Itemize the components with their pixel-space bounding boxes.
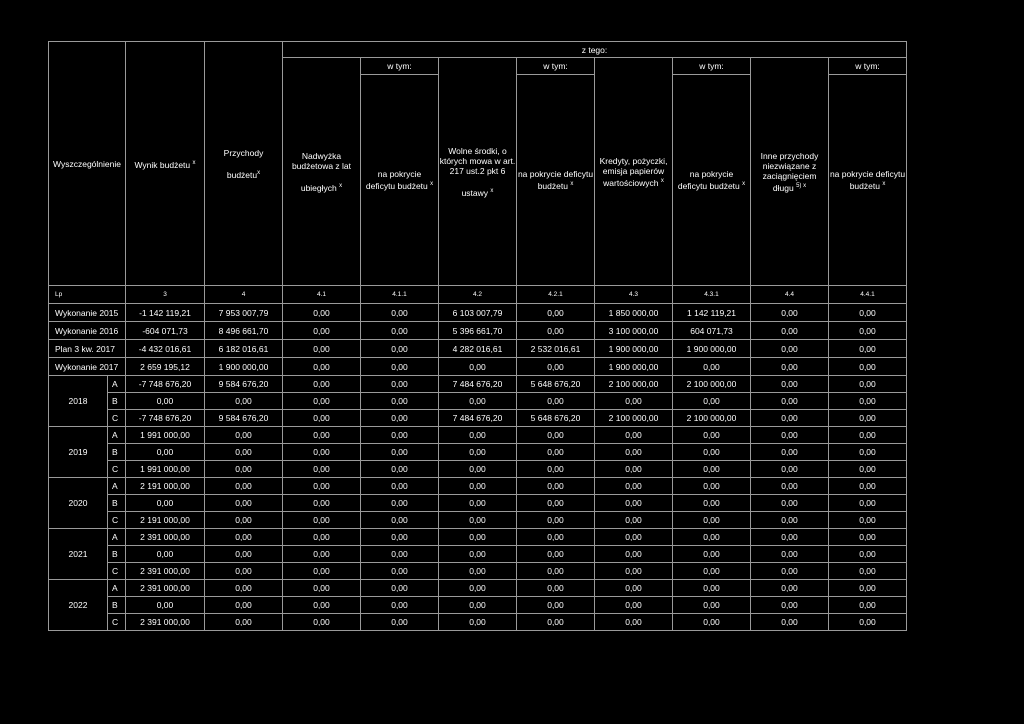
variant-code: B (108, 597, 126, 614)
table-cell: 0,00 (595, 546, 673, 563)
header-nadwyzka: Nadwyżka budżetowa z lat ubiegłych $^x$ (283, 58, 361, 286)
table-cell: 0,00 (829, 393, 907, 410)
column-number: 4.3.1 (673, 286, 751, 304)
table-cell: 0,00 (517, 597, 595, 614)
table-cell: 0,00 (751, 393, 829, 410)
table-cell: 2 391 000,00 (126, 563, 205, 580)
header-na-pokrycie-1: na pokrycie deficytu budżetu $^x$ (361, 75, 439, 286)
column-number: 4.3 (595, 286, 673, 304)
table-cell: 2 100 000,00 (673, 410, 751, 427)
variant-code: B (108, 495, 126, 512)
table-cell: 1 900 000,00 (205, 358, 283, 376)
table-cell: 0,00 (595, 563, 673, 580)
table-cell: 0,00 (439, 495, 517, 512)
table-cell: 2 191 000,00 (126, 512, 205, 529)
table-cell: 0,00 (751, 410, 829, 427)
table-cell: 0,00 (126, 546, 205, 563)
table-cell: 0,00 (517, 563, 595, 580)
table-cell: 0,00 (205, 546, 283, 563)
table-cell: 0,00 (829, 512, 907, 529)
header-w-tym-3: w tym: (673, 58, 751, 75)
table-row (49, 546, 907, 563)
table-cell: 0,00 (517, 393, 595, 410)
table-cell: 0,00 (361, 358, 439, 376)
column-number: 4.2 (439, 286, 517, 304)
table-cell: 0,00 (283, 427, 361, 444)
table-cell: 0,00 (673, 529, 751, 546)
variant-code: B (108, 444, 126, 461)
table-row (49, 529, 907, 546)
column-number: 4.1.1 (361, 286, 439, 304)
table-cell: 0,00 (439, 478, 517, 495)
table-cell: 2 659 195,12 (126, 358, 205, 376)
header-w-tym-4: w tym: (829, 58, 907, 75)
table-cell: 0,00 (361, 546, 439, 563)
table-cell: 0,00 (283, 580, 361, 597)
table-cell: 0,00 (673, 546, 751, 563)
header-wynik: Wynik budżetu $^x$ (126, 42, 205, 286)
table-cell: 0,00 (751, 444, 829, 461)
header-kredyty: Kredyty, pożyczki, emisja papierów wartościowych $^x$ (595, 58, 673, 286)
table-cell: 0,00 (751, 478, 829, 495)
table-cell: 0,00 (205, 580, 283, 597)
table-cell: 7 484 676,20 (439, 376, 517, 393)
table-row (49, 340, 907, 358)
table-cell: 0,00 (517, 614, 595, 631)
table-cell: 0,00 (751, 461, 829, 478)
table-cell: 0,00 (751, 614, 829, 631)
variant-code: B (108, 393, 126, 410)
table-cell: 0,00 (361, 495, 439, 512)
table-cell: 0,00 (751, 563, 829, 580)
table-cell: 0,00 (439, 529, 517, 546)
table-cell: 0,00 (205, 512, 283, 529)
table-cell: 1 900 000,00 (595, 340, 673, 358)
table-cell: 4 282 016,61 (439, 340, 517, 358)
table-cell: 0,00 (829, 597, 907, 614)
table-cell: 0,00 (829, 358, 907, 376)
table-cell: 0,00 (517, 358, 595, 376)
row-label: Wykonanie 2017 (49, 358, 126, 376)
table-cell: 604 071,73 (673, 322, 751, 340)
table-cell: 1 142 119,21 (673, 304, 751, 322)
table-cell: 0,00 (126, 444, 205, 461)
table-row (49, 495, 907, 512)
table-row (49, 410, 907, 427)
table-cell: 2 391 000,00 (126, 529, 205, 546)
table-cell: 0,00 (283, 597, 361, 614)
table-cell: 0,00 (439, 614, 517, 631)
table-cell: 0,00 (205, 444, 283, 461)
table-cell: -7 748 676,20 (126, 410, 205, 427)
table-row (49, 358, 907, 376)
table-cell: 0,00 (751, 304, 829, 322)
table-cell: -7 748 676,20 (126, 376, 205, 393)
table-cell: 0,00 (673, 358, 751, 376)
header-wyszczegolnienie: Wyszczególnienie (49, 42, 126, 286)
table-cell: 0,00 (829, 376, 907, 393)
table-cell: 0,00 (595, 580, 673, 597)
table-cell: 0,00 (205, 597, 283, 614)
table-cell: 0,00 (673, 495, 751, 512)
table-cell: 5 648 676,20 (517, 376, 595, 393)
table-cell: 0,00 (439, 444, 517, 461)
table-cell: 0,00 (283, 546, 361, 563)
table-cell: 0,00 (205, 461, 283, 478)
column-number: 4 (205, 286, 283, 304)
table-cell: 0,00 (361, 322, 439, 340)
column-number: 4.1 (283, 286, 361, 304)
table-cell: 0,00 (673, 580, 751, 597)
header-na-pokrycie-2: na pokrycie deficytu budżetu $^x$ (517, 75, 595, 286)
table-cell: 0,00 (283, 563, 361, 580)
table-cell: 0,00 (517, 546, 595, 563)
header-na-pokrycie-3: na pokrycie deficytu budżetu $^x$ (673, 75, 751, 286)
table-cell: 0,00 (673, 563, 751, 580)
table-cell: 0,00 (517, 529, 595, 546)
table-cell: 0,00 (126, 597, 205, 614)
table-cell: 0,00 (829, 427, 907, 444)
row-label: Wykonanie 2015 (49, 304, 126, 322)
table-cell: 0,00 (205, 427, 283, 444)
table-cell: 0,00 (283, 340, 361, 358)
table-cell: 0,00 (439, 393, 517, 410)
table-cell: 6 182 016,61 (205, 340, 283, 358)
variant-code: A (108, 529, 126, 546)
table-cell: 0,00 (361, 529, 439, 546)
table-cell: 0,00 (517, 580, 595, 597)
table-cell: 5 396 661,70 (439, 322, 517, 340)
table-cell: 0,00 (595, 427, 673, 444)
table-cell: 0,00 (439, 461, 517, 478)
table-cell: 0,00 (595, 393, 673, 410)
year-label: 2020 (49, 478, 108, 529)
table-cell: 0,00 (751, 580, 829, 597)
table-cell: 0,00 (361, 478, 439, 495)
table-cell: 2 532 016,61 (517, 340, 595, 358)
table-cell: 0,00 (595, 512, 673, 529)
header-wolne-srodki: Wolne środki, o których mowa w art. 217 ust.2 pkt 6 ustawy $^x$ (439, 58, 517, 286)
table-row (49, 614, 907, 631)
table-cell: 0,00 (283, 410, 361, 427)
table-cell: 0,00 (829, 580, 907, 597)
table-cell: -1 142 119,21 (126, 304, 205, 322)
table-cell: 0,00 (361, 304, 439, 322)
table-row (49, 563, 907, 580)
table-cell: 3 100 000,00 (595, 322, 673, 340)
table-cell: 0,00 (751, 340, 829, 358)
row-label: Wykonanie 2016 (49, 322, 126, 340)
table-cell: 0,00 (283, 495, 361, 512)
table-row (49, 461, 907, 478)
year-label: 2018 (49, 376, 108, 427)
table-cell: 0,00 (205, 529, 283, 546)
table-row (49, 427, 907, 444)
table-cell: 0,00 (673, 444, 751, 461)
header-na-pokrycie-4: na pokrycie deficytu budżetu $^x$ (829, 75, 907, 286)
table-cell: 0,00 (595, 444, 673, 461)
table-row (49, 478, 907, 495)
table-cell: 0,00 (361, 444, 439, 461)
table-cell: 0,00 (439, 563, 517, 580)
table-cell: 0,00 (517, 444, 595, 461)
table-cell: 2 100 000,00 (595, 410, 673, 427)
table-cell: 0,00 (283, 614, 361, 631)
table-cell: 0,00 (673, 614, 751, 631)
year-label: 2022 (49, 580, 108, 631)
table-cell: 0,00 (361, 614, 439, 631)
table-cell: 0,00 (283, 393, 361, 410)
table-cell: 0,00 (751, 358, 829, 376)
table-cell: 2 100 000,00 (673, 376, 751, 393)
table-cell: 0,00 (361, 461, 439, 478)
column-number: 3 (126, 286, 205, 304)
table-cell: 0,00 (205, 495, 283, 512)
table-cell: 0,00 (751, 495, 829, 512)
header-z-tego: z tego: (283, 42, 907, 58)
table-cell: 0,00 (751, 512, 829, 529)
table-cell: 0,00 (673, 393, 751, 410)
table-cell: 0,00 (751, 427, 829, 444)
table-cell: 0,00 (751, 322, 829, 340)
table-cell: 0,00 (829, 304, 907, 322)
table-cell: 0,00 (517, 461, 595, 478)
table-cell: 0,00 (205, 478, 283, 495)
table-cell: 0,00 (829, 546, 907, 563)
table-row (49, 376, 907, 393)
table-cell: 0,00 (126, 393, 205, 410)
table-cell: 0,00 (829, 495, 907, 512)
table-cell: 0,00 (126, 495, 205, 512)
table-cell: 0,00 (517, 495, 595, 512)
table-row (49, 444, 907, 461)
table-cell: 0,00 (673, 427, 751, 444)
variant-code: C (108, 410, 126, 427)
table-cell: 0,00 (283, 444, 361, 461)
table-cell: 0,00 (751, 597, 829, 614)
variant-code: A (108, 580, 126, 597)
table-cell: -4 432 016,61 (126, 340, 205, 358)
table-cell: 0,00 (439, 358, 517, 376)
table-cell: 0,00 (517, 322, 595, 340)
table-cell: 0,00 (283, 358, 361, 376)
table-cell: 0,00 (673, 478, 751, 495)
table-cell: 0,00 (517, 478, 595, 495)
table-cell: 0,00 (439, 597, 517, 614)
table-cell: 2 391 000,00 (126, 580, 205, 597)
table-cell: 2 391 000,00 (126, 614, 205, 631)
variant-code: A (108, 427, 126, 444)
table-cell: 0,00 (283, 529, 361, 546)
table-cell: 0,00 (829, 322, 907, 340)
table-cell: 0,00 (673, 512, 751, 529)
variant-code: A (108, 376, 126, 393)
variant-code: C (108, 563, 126, 580)
variant-code: B (108, 546, 126, 563)
table-cell: 0,00 (361, 340, 439, 358)
header-w-tym-1: w tym: (361, 58, 439, 75)
table-cell: 0,00 (673, 597, 751, 614)
table-cell: 0,00 (595, 597, 673, 614)
table-cell: 5 648 676,20 (517, 410, 595, 427)
table-cell: 0,00 (829, 563, 907, 580)
table-cell: 0,00 (361, 427, 439, 444)
year-label: 2021 (49, 529, 108, 580)
column-number: 4.2.1 (517, 286, 595, 304)
table-row (49, 512, 907, 529)
table-cell: 0,00 (361, 563, 439, 580)
table-cell: 0,00 (205, 614, 283, 631)
table-cell: 0,00 (595, 529, 673, 546)
table-cell: -604 071,73 (126, 322, 205, 340)
table-cell: 7 484 676,20 (439, 410, 517, 427)
column-number: 4.4.1 (829, 286, 907, 304)
table-cell: 0,00 (517, 304, 595, 322)
table-cell: 0,00 (439, 512, 517, 529)
header-inne-przychody: Inne przychody niezwiązane z zaciągnięciem długu $^{5) x}$ (751, 58, 829, 286)
table-cell: 0,00 (829, 529, 907, 546)
table-cell: 0,00 (361, 410, 439, 427)
table-cell: 0,00 (595, 461, 673, 478)
table-row (49, 580, 907, 597)
table-cell: 0,00 (283, 478, 361, 495)
table-cell: 2 100 000,00 (595, 376, 673, 393)
table-cell: 0,00 (751, 529, 829, 546)
table-cell: 0,00 (361, 597, 439, 614)
table-cell: 0,00 (829, 478, 907, 495)
table-cell: 0,00 (361, 376, 439, 393)
header-w-tym-2: w tym: (517, 58, 595, 75)
table-cell: 0,00 (829, 410, 907, 427)
table-cell: 0,00 (205, 393, 283, 410)
row-label: Plan 3 kw. 2017 (49, 340, 126, 358)
table-cell: 0,00 (439, 580, 517, 597)
table-cell: 0,00 (595, 614, 673, 631)
table-cell: 1 850 000,00 (595, 304, 673, 322)
table-cell: 0,00 (751, 376, 829, 393)
table-cell: 0,00 (829, 461, 907, 478)
column-number: 4.4 (751, 286, 829, 304)
table-cell: 0,00 (283, 304, 361, 322)
table-cell: 1 991 000,00 (126, 427, 205, 444)
table-row (49, 393, 907, 410)
variant-code: C (108, 614, 126, 631)
table-cell: 0,00 (439, 546, 517, 563)
table-cell: 0,00 (283, 322, 361, 340)
header-przychody: Przychody budżetu$^x$ (205, 42, 283, 286)
variant-code: A (108, 478, 126, 495)
table-cell: 2 191 000,00 (126, 478, 205, 495)
column-number: Lp (49, 286, 126, 304)
variant-code: C (108, 461, 126, 478)
table-cell: 0,00 (595, 495, 673, 512)
table-cell: 0,00 (361, 580, 439, 597)
variant-code: C (108, 512, 126, 529)
column-number-row (49, 286, 907, 304)
table-cell: 0,00 (829, 340, 907, 358)
table-row (49, 304, 907, 322)
table-cell: 0,00 (517, 427, 595, 444)
table-cell: 0,00 (439, 427, 517, 444)
table-cell: 0,00 (829, 614, 907, 631)
table-cell: 0,00 (361, 393, 439, 410)
table-cell: 0,00 (283, 461, 361, 478)
table-cell: 0,00 (595, 478, 673, 495)
table-cell: 0,00 (205, 563, 283, 580)
table-cell: 9 584 676,20 (205, 376, 283, 393)
table-row (49, 597, 907, 614)
table-cell: 0,00 (517, 512, 595, 529)
table-row (49, 322, 907, 340)
table-cell: 6 103 007,79 (439, 304, 517, 322)
table-cell: 8 496 661,70 (205, 322, 283, 340)
table-cell: 1 900 000,00 (595, 358, 673, 376)
table-cell: 7 953 007,79 (205, 304, 283, 322)
table-cell: 0,00 (283, 512, 361, 529)
table-cell: 1 991 000,00 (126, 461, 205, 478)
table-cell: 0,00 (751, 546, 829, 563)
table-cell: 0,00 (829, 444, 907, 461)
table-cell: 9 584 676,20 (205, 410, 283, 427)
table-cell: 0,00 (361, 512, 439, 529)
table-cell: 0,00 (673, 461, 751, 478)
budget-table (48, 41, 907, 631)
table-cell: 1 900 000,00 (673, 340, 751, 358)
year-label: 2019 (49, 427, 108, 478)
table-cell: 0,00 (283, 376, 361, 393)
